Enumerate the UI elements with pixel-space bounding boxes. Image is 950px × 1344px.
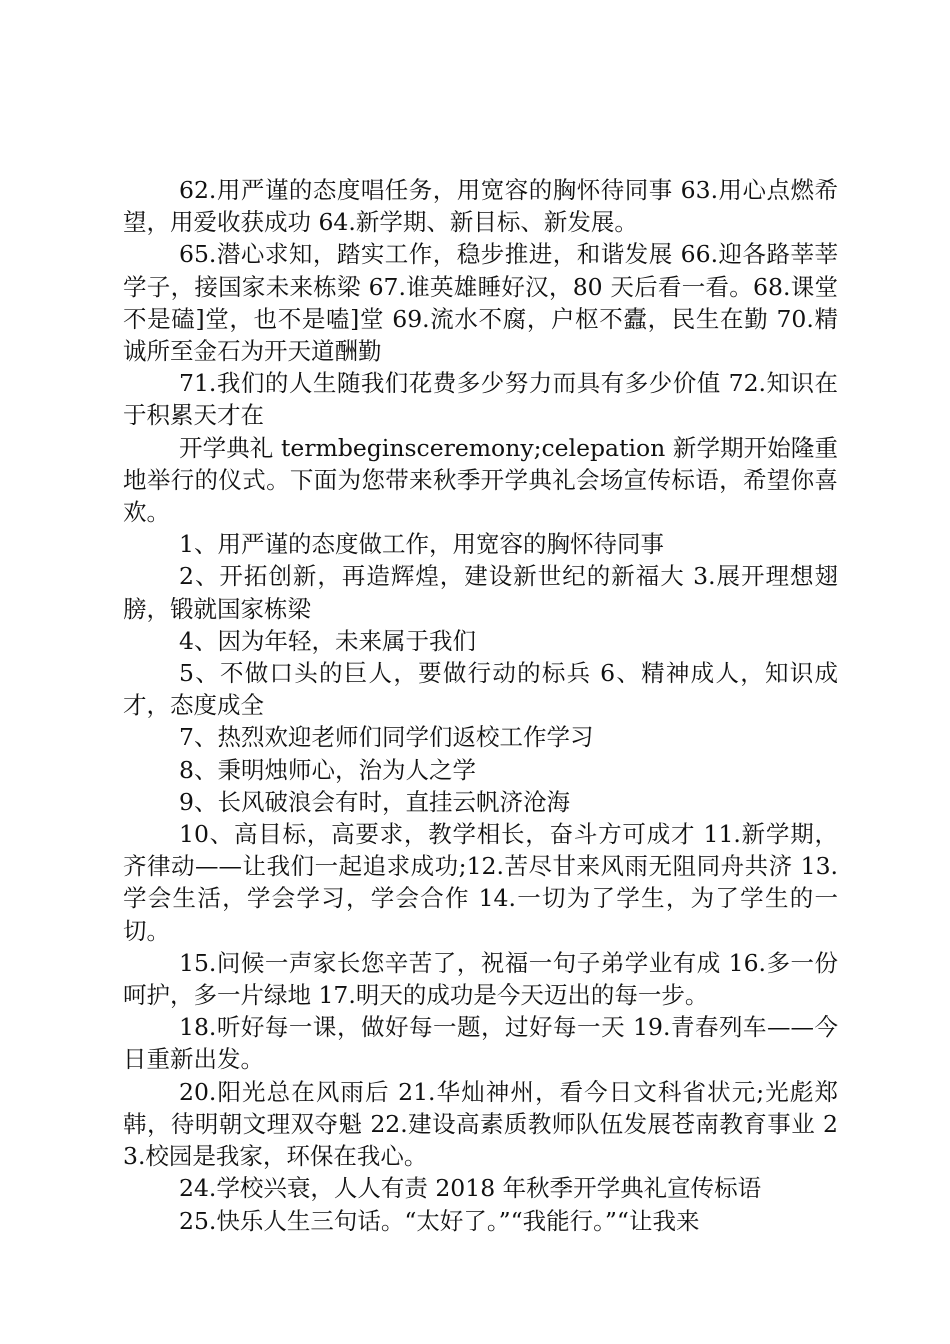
paragraph-7: 4、因为年轻，未来属于我们 bbox=[179, 626, 476, 655]
paragraph-14: 18.听好每一课，做好每一题，过好每一天 19.青春列车——今日重新出发。 bbox=[123, 1013, 838, 1074]
paragraph-8: 5、不做口头的巨人，要做行动的标兵 6、精神成人，知识成才，态度成全 bbox=[123, 659, 838, 720]
paragraph-5: 1、用严谨的态度做工作，用宽容的胸怀待同事 bbox=[179, 530, 664, 559]
paragraph-4: 开学典礼 termbeginsceremony;celepation 新学期开始隆重地举行的仪式。下面为您带来秋季开学典礼会场宣传标语，希望你喜欢。 bbox=[123, 433, 838, 527]
paragraph-1: 62.用严谨的态度唱任务，用宽容的胸怀待同事 63.用心点燃希望，用爱收获成功 64.新学期、新目标、新发展。 bbox=[123, 176, 838, 237]
paragraph-6: 2、开拓创新，再造辉煌，建设新世纪的新福大 3.展开理想翅膀，锻就国家栋梁 bbox=[123, 562, 838, 623]
paragraph-12: 10、高目标，高要求，教学相长，奋斗方可成才 11.新学期，齐律动——让我们一起追求成功;12.苦尽甘来风雨无阻同舟共济 13.学会生活，学会学习，学会合作 14.一切为了学生，为了学生的一切。 bbox=[123, 820, 838, 945]
document-body bbox=[123, 174, 838, 1237]
paragraph-16: 24.学校兴衰，人人有责 2018 年秋季开学典礼宣传标语 bbox=[179, 1174, 762, 1203]
paragraph-13: 15.问候一声家长您辛苦了，祝福一句子弟学业有成 16.多一份呵护，多一片绿地 17.明天的成功是今天迈出的每一步。 bbox=[123, 948, 838, 1010]
paragraph-11: 9、长风破浪会有时，直挂云帆济沧海 bbox=[179, 787, 570, 816]
paragraph-2: 65.潜心求知，踏实工作，稳步推进，和谐发展 66.迎各路莘莘学子，接国家未来栋梁 67.谁英雄睡好汉，80 天后看一看。68.课堂不是磕]堂，也不是嗑]堂 69.流水不腐，户枢不蠹，民生在勤 70.精诚所至金石为开天道酬勤 bbox=[123, 240, 838, 366]
paragraph-10: 8、秉明烛师心，治为人之学 bbox=[179, 755, 476, 784]
paragraph-3: 71.我们的人生随我们花费多少努力而具有多少价值 72.知识在于积累天才在 bbox=[123, 369, 838, 430]
paragraph-15: 20.阳光总在风雨后 21.华灿神州，看今日文科省状元;光彪郑韩，待明朝文理双夺魁 22.建设高素质教师队伍发展苍南教育事业 23.校园是我家，环保在我心。 bbox=[123, 1077, 838, 1171]
paragraph-17: 25.快乐人生三句话。“太好了。”“我能行。”“让我来 bbox=[179, 1206, 700, 1235]
paragraph-9: 7、热烈欢迎老师们同学们返校工作学习 bbox=[179, 723, 594, 752]
